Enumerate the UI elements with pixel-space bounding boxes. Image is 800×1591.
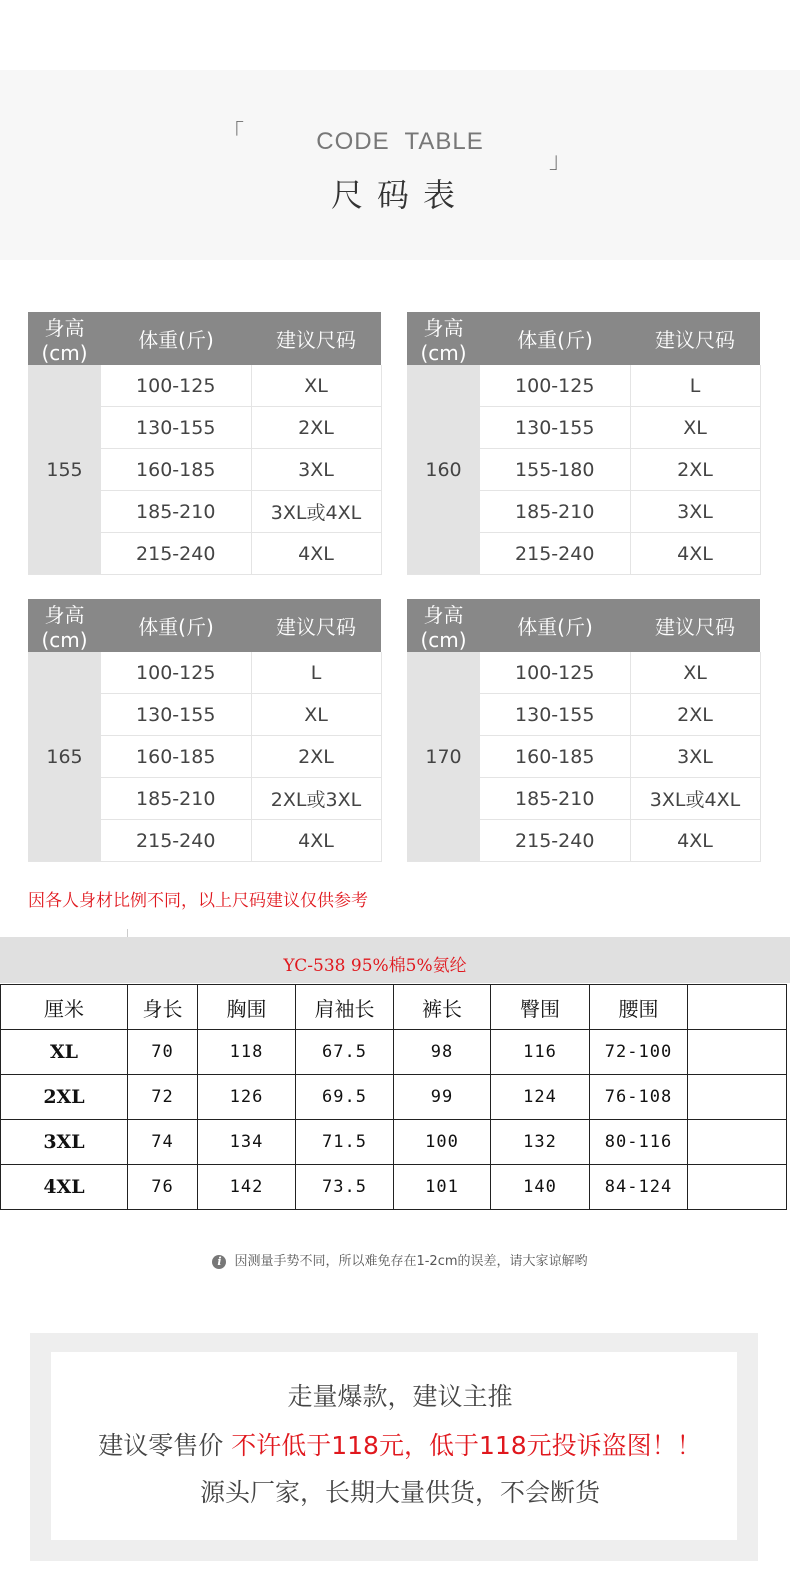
column-header: 体重(斤) <box>480 312 630 365</box>
measurement-cell: 134 <box>198 1120 296 1165</box>
weight-cell: 215-240 <box>101 533 251 575</box>
promo-line-1: 走量爆款，建议主推 <box>287 1382 513 1411</box>
weight-cell: 160-185 <box>101 449 251 491</box>
height-cell: 170 <box>407 652 480 862</box>
product-spec-table <box>0 984 787 1210</box>
size-cell: 4XL <box>630 820 760 862</box>
info-icon: i <box>212 1255 226 1269</box>
size-cell: 2XL <box>251 407 381 449</box>
size-table-170 <box>407 599 761 862</box>
weight-cell: 160-185 <box>480 736 630 778</box>
size-label-cell: XL <box>1 1030 128 1075</box>
column-header: 裤长 <box>394 985 491 1030</box>
measurement-cell: 100 <box>394 1120 491 1165</box>
measurement-cell: 74 <box>128 1120 198 1165</box>
weight-cell: 100-125 <box>101 652 251 694</box>
table-row <box>407 652 760 694</box>
column-header: 腰围 <box>590 985 688 1030</box>
weight-cell: 185-210 <box>101 491 251 533</box>
size-cell: 3XL <box>630 491 760 533</box>
column-header: 身高(cm) <box>28 599 101 652</box>
column-header: 身高(cm) <box>28 312 101 365</box>
measurement-cell <box>688 1075 787 1120</box>
measurement-cell: 140 <box>491 1165 590 1210</box>
size-table-160 <box>407 312 761 575</box>
header-band <box>0 70 800 260</box>
measurement-cell: 99 <box>394 1075 491 1120</box>
column-header: 身高(cm) <box>407 599 480 652</box>
column-header <box>688 985 787 1030</box>
measurement-cell: 118 <box>198 1030 296 1075</box>
bracket-close: 」 <box>549 149 572 174</box>
size-cell: 4XL <box>251 820 381 862</box>
measurement-cell: 72-100 <box>590 1030 688 1075</box>
measure-note-text: 因测量手势不同，所以难免存在1-2cm的误差，请大家谅解哟 <box>234 1254 588 1269</box>
weight-cell: 130-155 <box>480 407 630 449</box>
column-header: 体重(斤) <box>480 599 630 652</box>
size-cell: 2XL <box>630 694 760 736</box>
size-label-cell: 3XL <box>1 1120 128 1165</box>
weight-cell: 155-180 <box>480 449 630 491</box>
measurement-cell: 73.5 <box>296 1165 394 1210</box>
measurement-cell: 98 <box>394 1030 491 1075</box>
measurement-cell <box>688 1030 787 1075</box>
weight-cell: 130-155 <box>101 407 251 449</box>
size-cell: 4XL <box>630 533 760 575</box>
table-header-row <box>1 985 787 1030</box>
measurement-cell: 72 <box>128 1075 198 1120</box>
size-cell: XL <box>251 365 381 407</box>
table-row <box>28 365 381 407</box>
size-label-cell: 4XL <box>1 1165 128 1210</box>
size-cell: XL <box>630 407 760 449</box>
measurement-cell: 126 <box>198 1075 296 1120</box>
column-header: 胸围 <box>198 985 296 1030</box>
promo-line-2 <box>0 1426 800 1462</box>
measurement-cell: 80-116 <box>590 1120 688 1165</box>
weight-cell: 215-240 <box>480 820 630 862</box>
measurement-cell: 76 <box>128 1165 198 1210</box>
weight-cell: 185-210 <box>480 491 630 533</box>
product-title: YC-538 95%棉5%氨纶 <box>283 956 467 976</box>
measurement-cell: 70 <box>128 1030 198 1075</box>
size-table-155 <box>28 312 382 575</box>
column-header: 建议尺码 <box>630 599 760 652</box>
weight-cell: 185-210 <box>101 778 251 820</box>
page-title-en: CODE TABLE <box>316 128 484 155</box>
column-header: 体重(斤) <box>101 599 251 652</box>
promo-line-3: 源头厂家，长期大量供货，不会断货 <box>199 1478 600 1507</box>
table-row <box>28 652 381 694</box>
bracket-open: 「 <box>222 121 245 146</box>
column-header: 建议尺码 <box>630 312 760 365</box>
weight-cell: 100-125 <box>480 365 630 407</box>
size-table-165 <box>28 599 382 862</box>
measurement-cell: 69.5 <box>296 1075 394 1120</box>
size-cell: XL <box>630 652 760 694</box>
measurement-cell: 67.5 <box>296 1030 394 1075</box>
measurement-cell <box>688 1120 787 1165</box>
column-header: 体重(斤) <box>101 312 251 365</box>
table-row <box>1 1165 787 1210</box>
column-header: 建议尺码 <box>251 312 381 365</box>
column-header: 厘米 <box>1 985 128 1030</box>
table-row <box>1 1030 787 1075</box>
weight-cell: 185-210 <box>480 778 630 820</box>
weight-cell: 215-240 <box>101 820 251 862</box>
promo-line-2-warning: 不许低于118元，低于118元投诉盗图！！ <box>231 1431 702 1460</box>
size-cell: 3XL <box>251 449 381 491</box>
measurement-cell <box>688 1165 787 1210</box>
column-header: 身长 <box>128 985 198 1030</box>
page-title-cn: 尺码表 <box>330 176 469 214</box>
measurement-cell: 142 <box>198 1165 296 1210</box>
height-cell: 155 <box>28 365 101 575</box>
height-cell: 160 <box>407 365 480 575</box>
table-row <box>1 1075 787 1120</box>
size-cell: 2XL <box>630 449 760 491</box>
measure-note <box>0 1250 800 1269</box>
size-cell: 2XL或3XL <box>251 778 381 820</box>
size-cell: L <box>630 365 760 407</box>
measurement-cell: 132 <box>491 1120 590 1165</box>
height-cell: 165 <box>28 652 101 862</box>
table-row <box>407 365 760 407</box>
size-cell: 3XL或4XL <box>630 778 760 820</box>
table-row <box>1 1120 787 1165</box>
size-cell: 4XL <box>251 533 381 575</box>
weight-cell: 100-125 <box>101 365 251 407</box>
size-label-cell: 2XL <box>1 1075 128 1120</box>
column-header: 臀围 <box>491 985 590 1030</box>
column-header: 身高(cm) <box>407 312 480 365</box>
column-header: 肩袖长 <box>296 985 394 1030</box>
weight-cell: 160-185 <box>101 736 251 778</box>
size-note: 因各人身材比例不同，以上尺码建议仅供参考 <box>28 891 368 911</box>
divider <box>127 929 128 937</box>
size-cell: 3XL <box>630 736 760 778</box>
size-cell: 3XL或4XL <box>251 491 381 533</box>
promo-line-2-prefix: 建议零售价 <box>98 1431 232 1460</box>
measurement-cell: 71.5 <box>296 1120 394 1165</box>
weight-cell: 100-125 <box>480 652 630 694</box>
measurement-cell: 84-124 <box>590 1165 688 1210</box>
column-header: 建议尺码 <box>251 599 381 652</box>
size-cell: XL <box>251 694 381 736</box>
weight-cell: 130-155 <box>101 694 251 736</box>
measurement-cell: 124 <box>491 1075 590 1120</box>
weight-cell: 215-240 <box>480 533 630 575</box>
size-cell: L <box>251 652 381 694</box>
measurement-cell: 76-108 <box>590 1075 688 1120</box>
size-cell: 2XL <box>251 736 381 778</box>
measurement-cell: 101 <box>394 1165 491 1210</box>
measurement-cell: 116 <box>491 1030 590 1075</box>
weight-cell: 130-155 <box>480 694 630 736</box>
